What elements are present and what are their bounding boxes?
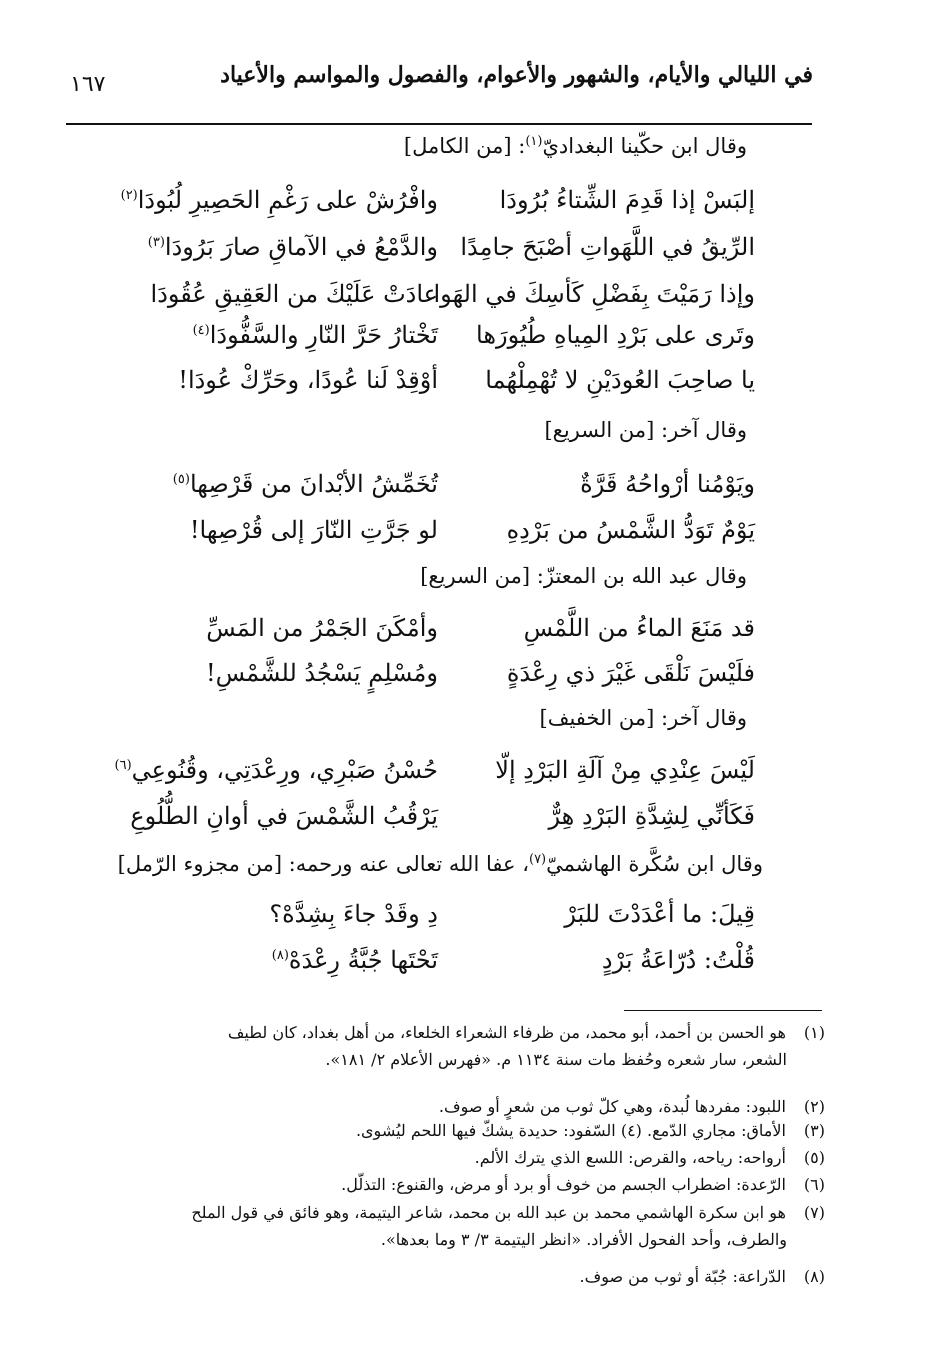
verse-first-hemistich: فلَيْسَ نَلْقَى غَيْرَ ذي رِعْدَةٍ <box>506 659 755 687</box>
footnote-number: (٢) <box>803 1097 825 1116</box>
footnote-divider <box>624 1010 822 1011</box>
footnote-number: (٣) <box>803 1121 825 1140</box>
verse-first-hemistich: لَيْسَ عِنْدِي مِنْ آلَةِ البَرْدِ إلّا <box>495 756 755 784</box>
footnote: (٣) الأماق: مجاري الدّمع. (٤) السّفود: حديدة يشكّ فيها اللحم ليُشوى. <box>105 1118 825 1144</box>
page-number: ١٦٧ <box>70 72 106 97</box>
poem-intro <box>67 418 747 442</box>
verse-first-hemistich: ويَوْمُنا أرْواحُهُ قَرَّةٌ <box>580 470 755 498</box>
verse-second-hemistich: تَخْتارُ حَرَّ النّارِ والسَّفُّودَا$^{(٤)}$ <box>192 321 438 349</box>
verse-second-hemistich: تُخَمِّشُ الأبْدانَ من قَرْصِها$^{(٥)}$ <box>172 470 438 498</box>
poem-intro <box>67 134 747 158</box>
running-header-title: في الليالي والأيام، والشهور والأعوام، والفصول والمواسم والأعياد <box>220 62 813 88</box>
footnote-ref: (١) <box>525 134 543 149</box>
verse-second-hemistich: والدَّمْعُ في الآماقِ صارَ بَرُودَا$^{(٣)}$ <box>147 233 438 261</box>
verse-second-hemistich: وافْرُشْ على رَغْمِ الحَصِيرِ لُبُودَا$^{(٢)}$ <box>120 186 438 214</box>
meter-label: : [من الخفيف] <box>539 706 669 730</box>
poet-attribution: وقال آخر <box>668 418 747 442</box>
footnote: (٢) اللبود: مفردها لُبدة، وهي كلّ ثوب من شعرٍ أو صوف. <box>105 1094 825 1120</box>
footnote-ref: (٣) <box>147 235 165 250</box>
verse-first-hemistich: قِيلَ: ما أعْدَدْتَ للبَرْ <box>564 900 755 928</box>
meter-label: : [من السريع] <box>420 564 544 588</box>
footnote-ref: (٤) <box>192 323 210 338</box>
footnote-ref: (٨) <box>271 948 289 963</box>
meter-label: : [من السريع] <box>544 418 669 442</box>
verse-first-hemistich: يَوْمٌ تَوَدُّ الشَّمْسُ من بَرْدِهِ <box>506 516 755 544</box>
footnote-continuation: الشعر، سار شعره وحُفظ مات سنة ١١٣٤ م. «فهرس الأعلام ٢/ ١٨١». <box>325 1050 787 1069</box>
footnote-number: (٥) <box>803 1148 825 1167</box>
footnote: (٨) الدّراعة: جُبّة أو ثوب من صوف. <box>105 1264 825 1290</box>
verse-first-hemistich: وإذا رَمَيْتَ بِفَضْلِ كَأسِكَ في الهَوا <box>433 280 755 308</box>
footnote: (٥) أرواحه: رياحه، والقرص: اللسع الذي يترك الألم. <box>105 1145 825 1171</box>
verse-first-hemistich: الرِّيقُ في اللَّهَواتِ أصْبَحَ جامِدًا <box>460 233 755 261</box>
footnote-number: (١) <box>803 1023 825 1042</box>
poet-attribution: وقال ابن حكّينا البغداديّ <box>542 134 747 158</box>
footnote: (٧) هو ابن سكرة الهاشمي محمد بن عبد الله بن محمد، شاعر اليتيمة، وهو فائق في قول الملح <box>105 1200 825 1226</box>
footnote-number: (٦) <box>803 1175 825 1194</box>
footnote-ref: (٢) <box>120 188 138 203</box>
footnote: (١) هو الحسن بن أحمد، أبو محمد، من ظرفاء الشعراء الخلعاء، من أهل بغداد، كان لطيف <box>105 1020 825 1046</box>
verse-first-hemistich: قُلْتُ: دُرّاعَةُ بَرْدٍ <box>601 946 755 974</box>
verse-first-hemistich: وتَرى على بَرْدِ المِياهِ طُيُورَها <box>476 321 755 349</box>
verse-second-hemistich: يَرْقُبُ الشَّمْسَ في أوانِ الطُّلُوعِ <box>130 802 438 830</box>
verse-second-hemistich: تَحْتَها جُبَّةُ رِعْدَهْ$^{(٨)}$ <box>271 946 438 974</box>
poet-attribution: وقال عبد الله بن المعتزّ <box>543 564 747 588</box>
verse-second-hemistich: ومُسْلِمٍ يَسْجُدُ للشَّمْسِ! <box>206 659 438 687</box>
poet-attribution: وقال آخر <box>668 706 747 730</box>
header-divider <box>66 123 812 125</box>
footnote-number: (٨) <box>803 1267 825 1286</box>
footnote-continuation: والطرف، وأحد الفحول الأفراد. «انظر اليتيمة ٣/ ٣ وما بعدها». <box>380 1230 787 1249</box>
footnote-ref: (٧) <box>528 852 547 867</box>
footnote-ref: (٥) <box>172 472 190 487</box>
verse-second-hemistich: أوْقِدْ لَنا عُودًا، وحَرِّكْ عُودَا! <box>178 366 438 394</box>
footnote-ref: (٦) <box>114 758 132 773</box>
poem-intro <box>67 564 747 588</box>
verse-first-hemistich: فَكَأنِّي لِشِدَّةِ البَرْدِ هِرٌّ <box>548 802 755 830</box>
verse-second-hemistich: دِ وقَدْ جاءَ بِشِدَّهْ؟ <box>269 900 438 928</box>
poem-intro <box>83 852 763 876</box>
meter-label: : [من الكامل] <box>403 134 526 158</box>
verse-second-hemistich: وأمْكَنَ الجَمْرُ من المَسِّ <box>206 614 438 642</box>
poet-attribution: وقال ابن سُكَّرة الهاشميّ <box>546 852 763 876</box>
verse-first-hemistich: إلبَسْ إذا قَدِمَ الشِّتاءُ بُرُودَا <box>499 186 755 214</box>
footnote: (٦) الرّعدة: اضطراب الجسم من خوف أو برد أو مرض، والقنوع: التذلّل. <box>105 1172 825 1198</box>
verse-first-hemistich: يا صاحِبَ العُودَيْنِ لا تُهْمِلْهُما <box>485 366 755 394</box>
poem-intro <box>67 706 747 730</box>
meter-label: ، عفا الله تعالى عنه ورحمه: [من مجزوء الرّمل] <box>117 852 529 876</box>
verse-second-hemistich: حُسْنُ صَبْرِي، ورِعْدَتِي، وقُنُوعِي$^{(٦)}$ <box>114 756 438 784</box>
verse-second-hemistich: عادَتْ عَلَيْكَ من العَقِيقِ عُقُودَا <box>150 280 438 308</box>
verse-first-hemistich: قد مَنَعَ الماءُ من اللَّمْسِ <box>523 614 755 642</box>
verse-second-hemistich: لو جَرَّتِ النّارَ إلى قُرْصِها! <box>189 516 438 544</box>
footnote-number: (٧) <box>803 1203 825 1222</box>
